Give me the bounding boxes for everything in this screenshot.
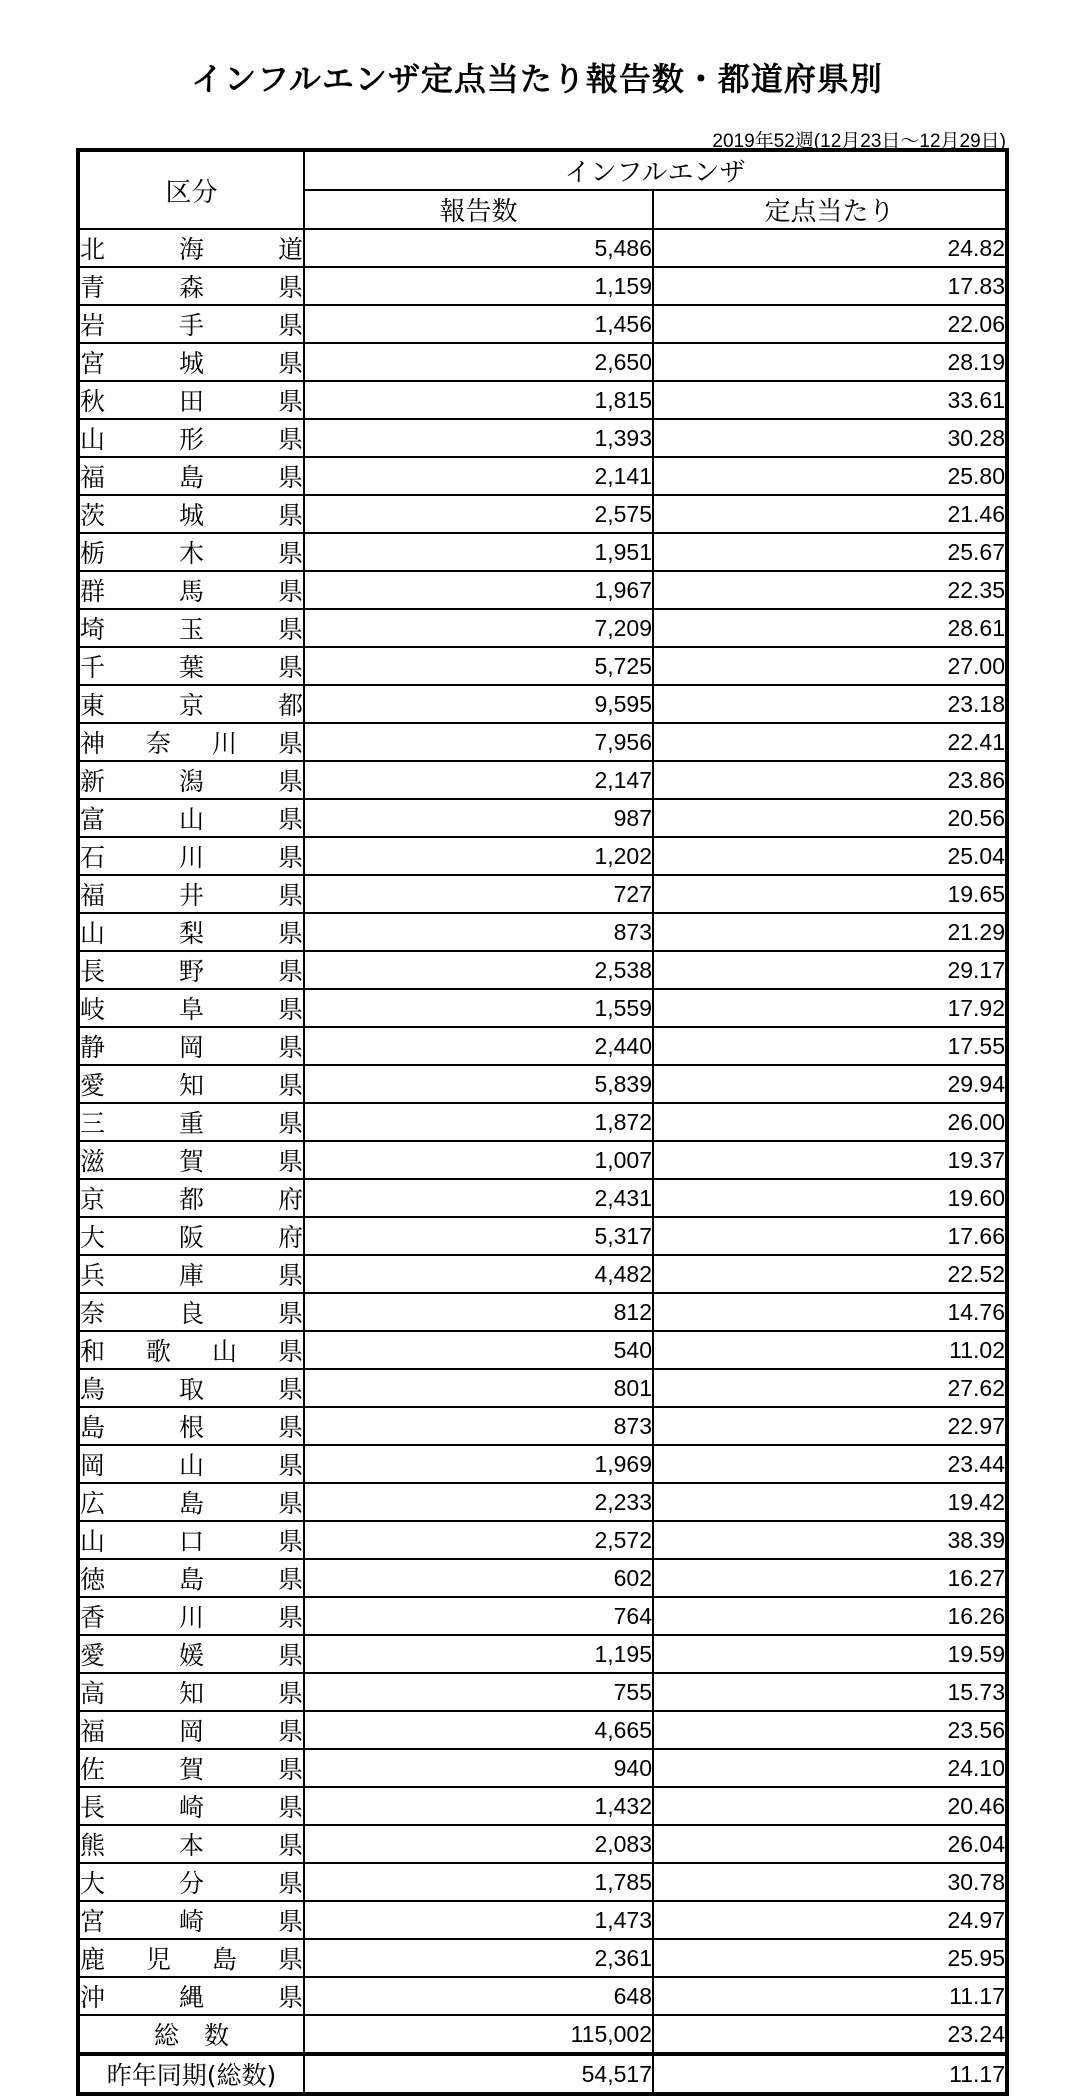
prefecture-name-text: 福 井 県: [80, 881, 303, 910]
prefecture-name: [78, 761, 304, 799]
total-reports: 115,002: [304, 2015, 653, 2054]
prefecture-name: [78, 951, 304, 989]
prefecture-name-text: 山 梨 県: [80, 919, 303, 948]
table-row: [78, 723, 1007, 761]
per-sentinel-cell: 26.00: [653, 1103, 1007, 1141]
prefecture-name: [78, 685, 304, 723]
prefecture-name-text: 宮 城 県: [80, 349, 303, 378]
per-sentinel-cell: 15.73: [653, 1673, 1007, 1711]
per-sentinel-cell: 29.17: [653, 951, 1007, 989]
reports-cell: 1,456: [304, 305, 653, 343]
reports-cell: 2,538: [304, 951, 653, 989]
prefecture-name: [78, 1255, 304, 1293]
per-sentinel-cell: 28.61: [653, 609, 1007, 647]
per-sentinel-cell: 23.44: [653, 1445, 1007, 1483]
prefecture-name: [78, 419, 304, 457]
per-sentinel-cell: 38.39: [653, 1521, 1007, 1559]
reports-cell: 940: [304, 1749, 653, 1787]
per-sentinel-cell: 24.82: [653, 229, 1007, 267]
per-sentinel-cell: 21.46: [653, 495, 1007, 533]
prefecture-name: [78, 1065, 304, 1103]
reports-cell: 987: [304, 799, 653, 837]
per-sentinel-cell: 20.56: [653, 799, 1007, 837]
table-row: [78, 495, 1007, 533]
reports-cell: 2,440: [304, 1027, 653, 1065]
prefecture-name: [78, 875, 304, 913]
prefecture-name: [78, 609, 304, 647]
table-row: [78, 267, 1007, 305]
table-row: [78, 419, 1007, 457]
table-row: [78, 381, 1007, 419]
prefecture-name-text: 奈 良 県: [80, 1299, 303, 1328]
prefecture-name: [78, 229, 304, 267]
prefecture-name-text: 香 川 県: [80, 1603, 303, 1632]
table-row: [78, 1711, 1007, 1749]
per-sentinel-cell: 25.95: [653, 1939, 1007, 1977]
table-row: [78, 685, 1007, 723]
prefecture-name: [78, 571, 304, 609]
prefecture-name-text: 大 阪 府: [80, 1223, 303, 1252]
reports-cell: 2,233: [304, 1483, 653, 1521]
per-sentinel-cell: 19.37: [653, 1141, 1007, 1179]
table-row: [78, 1521, 1007, 1559]
header-kubun: 区分: [78, 150, 304, 229]
reports-cell: 5,317: [304, 1217, 653, 1255]
table-row: [78, 875, 1007, 913]
prefecture-name: [78, 723, 304, 761]
table-body: [78, 229, 1007, 2015]
prefecture-name: [78, 1293, 304, 1331]
table-row: [78, 1255, 1007, 1293]
per-sentinel-cell: 19.65: [653, 875, 1007, 913]
prefecture-name-text: 愛 媛 県: [80, 1641, 303, 1670]
prefecture-name-text: 和 歌 山 県: [80, 1337, 303, 1366]
prefecture-name-text: 岡 山 県: [80, 1451, 303, 1480]
prefecture-name: [78, 1445, 304, 1483]
last-year-row: [78, 2054, 1007, 2094]
prefecture-name-text: 埼 玉 県: [80, 615, 303, 644]
prefecture-name-text: 京 都 府: [80, 1185, 303, 1214]
prefecture-name-text: 長 野 県: [80, 957, 303, 986]
per-sentinel-cell: 33.61: [653, 381, 1007, 419]
per-sentinel-cell: 14.76: [653, 1293, 1007, 1331]
table-row: [78, 837, 1007, 875]
prefecture-name: [78, 1483, 304, 1521]
prefecture-name: [78, 1407, 304, 1445]
table-row: [78, 1901, 1007, 1939]
header-per-sentinel: 定点当たり: [653, 190, 1007, 229]
table-row: [78, 343, 1007, 381]
prefecture-name: [78, 1521, 304, 1559]
influenza-table: [76, 148, 1009, 2096]
prefecture-name-text: 高 知 県: [80, 1679, 303, 1708]
header-influenza: インフルエンザ: [304, 150, 1007, 190]
per-sentinel-cell: 21.29: [653, 913, 1007, 951]
table-row: [78, 1787, 1007, 1825]
prefecture-name-text: 神 奈 川 県: [80, 729, 303, 758]
table-row: [78, 1863, 1007, 1901]
per-sentinel-cell: 17.66: [653, 1217, 1007, 1255]
prefecture-name: [78, 381, 304, 419]
reports-cell: 873: [304, 1407, 653, 1445]
table-row: [78, 951, 1007, 989]
last-year-per-sentinel: 11.17: [653, 2054, 1007, 2094]
table-row: [78, 1027, 1007, 1065]
reports-cell: 1,559: [304, 989, 653, 1027]
prefecture-name: [78, 647, 304, 685]
prefecture-name-text: 青 森 県: [80, 273, 303, 302]
prefecture-name-text: 秋 田 県: [80, 387, 303, 416]
table-row: [78, 1559, 1007, 1597]
prefecture-name: [78, 1711, 304, 1749]
per-sentinel-cell: 23.56: [653, 1711, 1007, 1749]
prefecture-name-text: 沖 縄 県: [80, 1983, 303, 2012]
prefecture-name: [78, 1939, 304, 1977]
per-sentinel-cell: 11.02: [653, 1331, 1007, 1369]
reports-cell: 9,595: [304, 685, 653, 723]
prefecture-name-text: 福 島 県: [80, 463, 303, 492]
prefecture-name: [78, 1863, 304, 1901]
table-row: [78, 305, 1007, 343]
table-row: [78, 1369, 1007, 1407]
per-sentinel-cell: 23.18: [653, 685, 1007, 723]
reports-cell: 1,967: [304, 571, 653, 609]
prefecture-name: [78, 1673, 304, 1711]
reports-cell: 2,083: [304, 1825, 653, 1863]
per-sentinel-cell: 22.52: [653, 1255, 1007, 1293]
table-row: [78, 913, 1007, 951]
last-year-reports: 54,517: [304, 2054, 653, 2094]
prefecture-name-text: 徳 島 県: [80, 1565, 303, 1594]
table-row: [78, 1977, 1007, 2015]
prefecture-name-text: 広 島 県: [80, 1489, 303, 1518]
prefecture-name-text: 宮 崎 県: [80, 1907, 303, 1936]
table-row: [78, 609, 1007, 647]
reports-cell: 1,007: [304, 1141, 653, 1179]
table-row: [78, 571, 1007, 609]
prefecture-name: [78, 1331, 304, 1369]
reports-cell: 1,159: [304, 267, 653, 305]
last-year-label: 昨年同期(総数): [78, 2054, 304, 2094]
prefecture-name: [78, 1597, 304, 1635]
per-sentinel-cell: 19.59: [653, 1635, 1007, 1673]
table-row: [78, 1483, 1007, 1521]
table-row: [78, 533, 1007, 571]
per-sentinel-cell: 27.62: [653, 1369, 1007, 1407]
total-per-sentinel: 23.24: [653, 2015, 1007, 2054]
per-sentinel-cell: 30.28: [653, 419, 1007, 457]
reports-cell: 2,141: [304, 457, 653, 495]
prefecture-name-text: 熊 本 県: [80, 1831, 303, 1860]
per-sentinel-cell: 27.00: [653, 647, 1007, 685]
reports-cell: 648: [304, 1977, 653, 2015]
reports-cell: 2,431: [304, 1179, 653, 1217]
table-row: [78, 1141, 1007, 1179]
reports-cell: 540: [304, 1331, 653, 1369]
reports-cell: 2,147: [304, 761, 653, 799]
prefecture-name: [78, 989, 304, 1027]
per-sentinel-cell: 24.10: [653, 1749, 1007, 1787]
prefecture-name: [78, 1825, 304, 1863]
reports-cell: 1,785: [304, 1863, 653, 1901]
prefecture-name: [78, 1635, 304, 1673]
reports-cell: 7,209: [304, 609, 653, 647]
prefecture-name: [78, 799, 304, 837]
reports-cell: 5,486: [304, 229, 653, 267]
table-row: [78, 1749, 1007, 1787]
reports-cell: 4,482: [304, 1255, 653, 1293]
table-row: [78, 1103, 1007, 1141]
prefecture-name-text: 長 崎 県: [80, 1793, 303, 1822]
per-sentinel-cell: 25.04: [653, 837, 1007, 875]
prefecture-name-text: 静 岡 県: [80, 1033, 303, 1062]
reports-cell: 4,665: [304, 1711, 653, 1749]
prefecture-name-text: 石 川 県: [80, 843, 303, 872]
prefecture-name-text: 鳥 取 県: [80, 1375, 303, 1404]
table-row: [78, 799, 1007, 837]
per-sentinel-cell: 28.19: [653, 343, 1007, 381]
header-reports: 報告数: [304, 190, 653, 229]
prefecture-name-text: 茨 城 県: [80, 501, 303, 530]
table-row: [78, 229, 1007, 267]
prefecture-name-text: 東 京 都: [80, 691, 303, 720]
prefecture-name-text: 北 海 道: [80, 235, 303, 264]
prefecture-name-text: 三 重 県: [80, 1109, 303, 1138]
reports-cell: 2,572: [304, 1521, 653, 1559]
per-sentinel-cell: 26.04: [653, 1825, 1007, 1863]
prefecture-name-text: 山 口 県: [80, 1527, 303, 1556]
prefecture-name-text: 愛 知 県: [80, 1071, 303, 1100]
table-row: [78, 1445, 1007, 1483]
per-sentinel-cell: 24.97: [653, 1901, 1007, 1939]
reports-cell: 764: [304, 1597, 653, 1635]
table-row: [78, 1673, 1007, 1711]
per-sentinel-cell: 25.80: [653, 457, 1007, 495]
prefecture-name: [78, 495, 304, 533]
prefecture-name-text: 群 馬 県: [80, 577, 303, 606]
per-sentinel-cell: 23.86: [653, 761, 1007, 799]
prefecture-name: [78, 1749, 304, 1787]
prefecture-name-text: 福 岡 県: [80, 1717, 303, 1746]
prefecture-name: [78, 343, 304, 381]
prefecture-name: [78, 1217, 304, 1255]
reports-cell: 2,361: [304, 1939, 653, 1977]
reports-cell: 5,725: [304, 647, 653, 685]
prefecture-name: [78, 1559, 304, 1597]
reports-cell: 1,195: [304, 1635, 653, 1673]
per-sentinel-cell: 22.35: [653, 571, 1007, 609]
prefecture-name: [78, 837, 304, 875]
table-row: [78, 647, 1007, 685]
reports-cell: 1,432: [304, 1787, 653, 1825]
table-row: [78, 989, 1007, 1027]
prefecture-name-text: 新 潟 県: [80, 767, 303, 796]
per-sentinel-cell: 16.27: [653, 1559, 1007, 1597]
per-sentinel-cell: 11.17: [653, 1977, 1007, 2015]
per-sentinel-cell: 17.83: [653, 267, 1007, 305]
reports-cell: 1,202: [304, 837, 653, 875]
table-row: [78, 1825, 1007, 1863]
prefecture-name-text: 滋 賀 県: [80, 1147, 303, 1176]
reports-cell: 755: [304, 1673, 653, 1711]
reports-cell: 1,969: [304, 1445, 653, 1483]
prefecture-name-text: 兵 庫 県: [80, 1261, 303, 1290]
prefecture-name: [78, 267, 304, 305]
table-row: [78, 1597, 1007, 1635]
table-row: [78, 1293, 1007, 1331]
per-sentinel-cell: 22.97: [653, 1407, 1007, 1445]
prefecture-name: [78, 1103, 304, 1141]
total-label: 総 数: [78, 2015, 304, 2054]
reports-cell: 812: [304, 1293, 653, 1331]
prefecture-name: [78, 533, 304, 571]
per-sentinel-cell: 19.42: [653, 1483, 1007, 1521]
prefecture-name-text: 栃 木 県: [80, 539, 303, 568]
prefecture-name: [78, 1369, 304, 1407]
prefecture-name-text: 千 葉 県: [80, 653, 303, 682]
prefecture-name-text: 島 根 県: [80, 1413, 303, 1442]
reports-cell: 7,956: [304, 723, 653, 761]
prefecture-name: [78, 1787, 304, 1825]
per-sentinel-cell: 19.60: [653, 1179, 1007, 1217]
reports-cell: 1,815: [304, 381, 653, 419]
table-row: [78, 1635, 1007, 1673]
per-sentinel-cell: 17.92: [653, 989, 1007, 1027]
reports-cell: 1,951: [304, 533, 653, 571]
prefecture-name-text: 山 形 県: [80, 425, 303, 454]
prefecture-name-text: 富 山 県: [80, 805, 303, 834]
prefecture-name: [78, 1027, 304, 1065]
reports-cell: 2,575: [304, 495, 653, 533]
total-row: [78, 2015, 1007, 2054]
prefecture-name-text: 鹿 児 島 県: [80, 1945, 303, 1974]
table-row: [78, 1407, 1007, 1445]
reports-cell: 5,839: [304, 1065, 653, 1103]
page-title: インフルエンザ定点当たり報告数・都道府県別: [191, 60, 883, 98]
per-sentinel-cell: 29.94: [653, 1065, 1007, 1103]
prefecture-name: [78, 1901, 304, 1939]
reports-cell: 1,872: [304, 1103, 653, 1141]
table-row: [78, 1939, 1007, 1977]
per-sentinel-cell: 17.55: [653, 1027, 1007, 1065]
prefecture-name: [78, 1977, 304, 2015]
table-row: [78, 457, 1007, 495]
prefecture-name: [78, 305, 304, 343]
table-row: [78, 1065, 1007, 1103]
reports-cell: 1,473: [304, 1901, 653, 1939]
reports-cell: 2,650: [304, 343, 653, 381]
reports-cell: 727: [304, 875, 653, 913]
reports-cell: 873: [304, 913, 653, 951]
per-sentinel-cell: 22.41: [653, 723, 1007, 761]
reports-cell: 801: [304, 1369, 653, 1407]
table-row: [78, 761, 1007, 799]
per-sentinel-cell: 25.67: [653, 533, 1007, 571]
per-sentinel-cell: 22.06: [653, 305, 1007, 343]
prefecture-name: [78, 1179, 304, 1217]
prefecture-name-text: 岩 手 県: [80, 311, 303, 340]
report-period: 2019年52週(12月23日～12月29日): [712, 131, 1006, 152]
table-row: [78, 1217, 1007, 1255]
reports-cell: 602: [304, 1559, 653, 1597]
per-sentinel-cell: 30.78: [653, 1863, 1007, 1901]
prefecture-name: [78, 457, 304, 495]
reports-cell: 1,393: [304, 419, 653, 457]
per-sentinel-cell: 20.46: [653, 1787, 1007, 1825]
table-row: [78, 1331, 1007, 1369]
prefecture-name: [78, 1141, 304, 1179]
prefecture-name-text: 大 分 県: [80, 1869, 303, 1898]
table-row: [78, 1179, 1007, 1217]
prefecture-name: [78, 913, 304, 951]
per-sentinel-cell: 16.26: [653, 1597, 1007, 1635]
prefecture-name-text: 岐 阜 県: [80, 995, 303, 1024]
prefecture-name-text: 佐 賀 県: [80, 1755, 303, 1784]
